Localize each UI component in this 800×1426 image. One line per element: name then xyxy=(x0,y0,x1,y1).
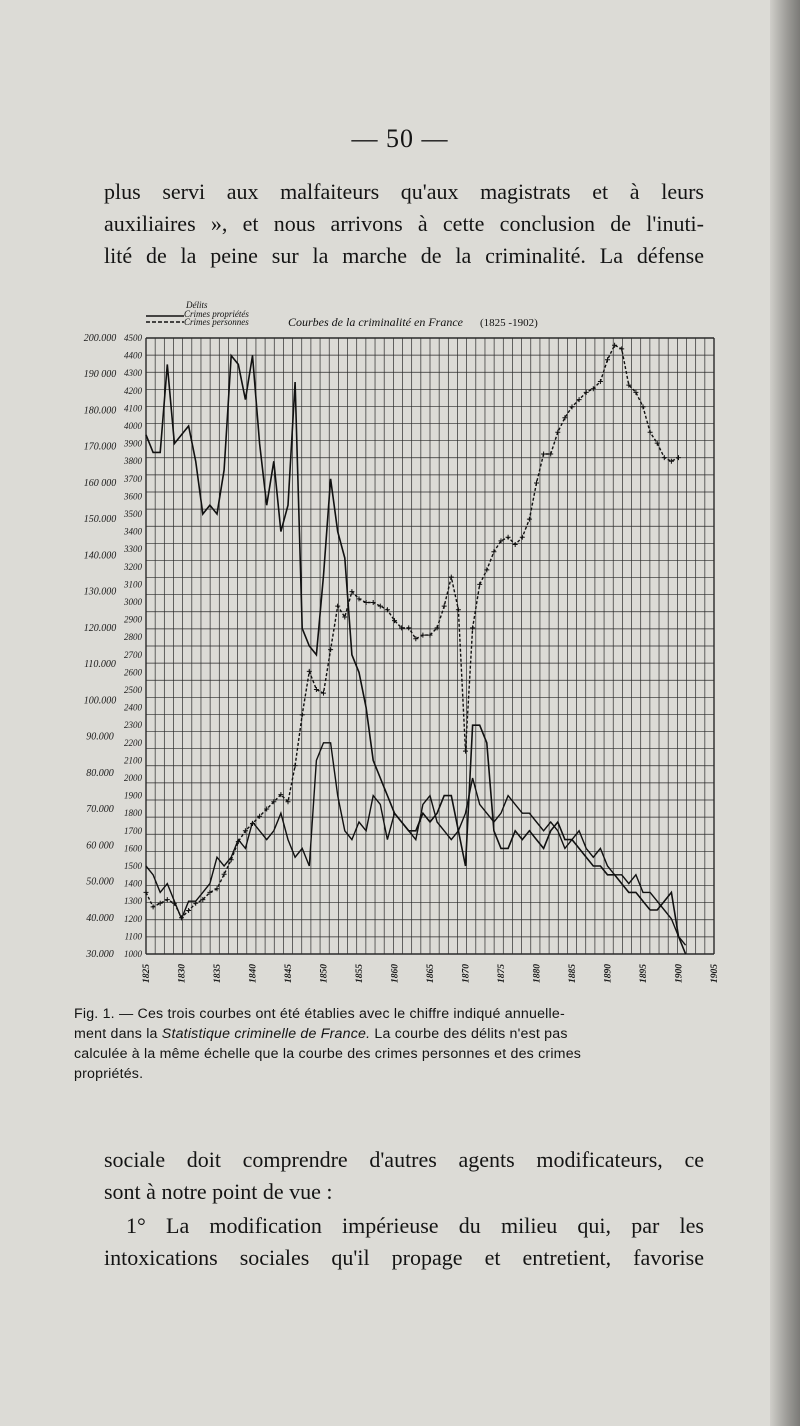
x-axis-tick-label: 1905 xyxy=(710,964,720,983)
series-line-crimes-personnes xyxy=(146,356,686,954)
right-scale-tick-label: 2200 xyxy=(124,737,142,748)
delits-point-marker xyxy=(243,828,248,833)
legend-label-crimes-personnes: Crimes personnes xyxy=(184,317,249,327)
left-axis-tick-label: 60 000 xyxy=(86,840,114,852)
right-scale-tick-label: 2300 xyxy=(124,720,142,731)
right-scale-tick-label: 3400 xyxy=(124,526,142,537)
caption-text: ment dans la xyxy=(74,1026,162,1042)
left-axis-tick-label: 50.000 xyxy=(86,876,114,888)
legend-label-crimes-proprietes: Crimes propriétés xyxy=(184,309,249,319)
x-axis-tick-label: 1845 xyxy=(284,964,294,983)
right-scale-tick-label: 1800 xyxy=(124,808,142,819)
delits-point-marker xyxy=(378,604,383,609)
x-axis-tick-label: 1880 xyxy=(532,964,543,983)
series-line-crimes-proprietes xyxy=(146,743,686,945)
caption-italic-title: Statistique criminelle de France. xyxy=(161,1026,371,1042)
right-scale-tick-label: 3200 xyxy=(124,561,142,572)
left-axis-tick-label: 120.000 xyxy=(83,622,117,634)
delits-point-marker xyxy=(605,357,610,362)
legend-label-delits: Délits xyxy=(186,300,208,310)
right-scale-tick-label: 1400 xyxy=(124,878,142,889)
text-line: auxiliaires », et nous arrivons à cette conclusion de l'inuti- xyxy=(104,211,704,236)
delits-point-marker xyxy=(165,897,170,902)
delits-point-marker xyxy=(612,343,617,348)
book-spine-shadow xyxy=(770,0,800,1426)
delits-point-marker xyxy=(222,872,227,877)
delits-point-marker xyxy=(584,390,589,395)
left-axis-tick-label: 190 000 xyxy=(83,369,117,381)
delits-point-marker xyxy=(364,600,369,605)
delits-point-marker xyxy=(534,480,539,485)
delits-point-marker xyxy=(619,346,624,351)
right-scale-tick-label: 1900 xyxy=(124,790,142,801)
text-line: sont à notre point de vue : xyxy=(104,1179,333,1204)
delits-point-marker xyxy=(513,542,518,547)
text-line: 1° La modification impérieuse du milieu qui, par les xyxy=(126,1213,704,1238)
right-scale-tick-label: 2000 xyxy=(124,773,142,783)
delits-point-marker xyxy=(506,535,511,540)
right-scale-tick-label: 3100 xyxy=(124,579,142,590)
right-scale-tick-label: 4400 xyxy=(124,350,142,361)
right-scale-tick-label: 2500 xyxy=(124,685,142,695)
caption-text: La courbe des délits n'est pas xyxy=(370,1026,568,1042)
delits-point-marker xyxy=(186,908,191,913)
text-line: lité de la peine sur la marche de la criminalité. La défense xyxy=(104,243,704,268)
delits-point-marker xyxy=(676,455,681,460)
delits-point-marker xyxy=(215,886,220,891)
delits-point-marker xyxy=(555,430,560,435)
left-axis-tick-label: 150.000 xyxy=(83,514,117,526)
delits-point-marker xyxy=(570,404,575,409)
figure-caption xyxy=(74,1004,736,1084)
x-axis-tick-label: 1825 xyxy=(142,964,152,983)
delits-point-marker xyxy=(158,901,163,906)
paragraph-top xyxy=(104,176,704,272)
left-axis-tick-label: 140.000 xyxy=(83,550,117,562)
right-scale-tick-label: 1000 xyxy=(124,949,142,959)
left-axis-tick-label: 30.000 xyxy=(86,949,114,960)
right-scale-tick-label: 3000 xyxy=(124,597,142,607)
left-axis-tick-label: 70.000 xyxy=(86,804,114,816)
left-axis-tick-label: 100.000 xyxy=(83,695,117,707)
left-axis-tick-label: 110.000 xyxy=(84,659,116,671)
x-axis-tick-label: 1870 xyxy=(461,964,472,983)
x-axis-tick-label: 1835 xyxy=(213,964,223,983)
left-axis-tick-label: 130.000 xyxy=(83,586,117,598)
x-axis-tick-label: 1840 xyxy=(248,964,259,983)
delits-point-marker xyxy=(577,397,582,402)
right-scale-tick-label: 4200 xyxy=(124,385,142,396)
x-axis-tick-label: 1850 xyxy=(319,964,330,983)
text-line: plus servi aux malfaiteurs qu'aux magistrats et à leurs xyxy=(104,179,704,204)
delits-point-marker xyxy=(314,687,319,692)
text-line: sociale doit comprendre d'autres agents modificateurs, ce xyxy=(104,1147,704,1172)
x-axis-tick-label: 1865 xyxy=(426,964,436,983)
left-axis-tick-label: 80.000 xyxy=(86,767,114,779)
right-scale-tick-label: 2400 xyxy=(124,702,142,713)
right-scale-tick-label: 1100 xyxy=(124,931,142,942)
caption-line: propriétés. xyxy=(74,1066,144,1082)
page-number: — 50 — xyxy=(351,124,449,153)
delits-point-marker xyxy=(406,625,411,630)
left-axis-tick-label: 170.000 xyxy=(83,441,117,453)
paragraph-item xyxy=(104,1210,704,1274)
right-scale-tick-label: 1500 xyxy=(124,861,142,871)
right-scale-tick-label: 1600 xyxy=(124,843,142,854)
delits-point-marker xyxy=(293,763,298,768)
right-scale-tick-label: 4500 xyxy=(124,333,142,343)
right-scale-tick-label: 3300 xyxy=(124,544,142,555)
chart-svg xyxy=(62,296,742,996)
chart-title-years: (1825 -1902) xyxy=(480,317,538,329)
right-scale-tick-label: 2700 xyxy=(124,649,142,660)
delits-point-marker xyxy=(470,625,475,630)
right-scale-tick-label: 4000 xyxy=(124,421,142,431)
x-axis-tick-label: 1885 xyxy=(568,964,578,983)
right-scale-tick-label: 1700 xyxy=(124,825,142,836)
caption-label: Fig. 1. xyxy=(74,1006,115,1022)
caption-line: calculée à la même échelle que la courbe des crimes personnes et des crimes xyxy=(74,1046,582,1062)
left-axis-tick-label: 40.000 xyxy=(86,912,114,924)
criminality-chart xyxy=(62,296,742,996)
delits-point-marker xyxy=(449,575,454,580)
right-scale-tick-label: 4100 xyxy=(124,403,142,414)
text-line: intoxications sociales qu'il propage et entretient, favorise xyxy=(104,1245,704,1270)
x-axis-tick-label: 1875 xyxy=(497,964,507,983)
right-scale-tick-label: 3600 xyxy=(124,491,142,502)
caption-line xyxy=(74,1004,736,1024)
x-axis-tick-label: 1830 xyxy=(177,964,188,983)
delits-point-marker xyxy=(641,404,646,409)
left-axis-tick-label: 90.000 xyxy=(86,731,114,743)
delits-point-marker xyxy=(477,582,482,587)
x-axis-tick-label: 1900 xyxy=(674,964,685,983)
left-axis-tick-label: 200.000 xyxy=(83,333,117,344)
delits-point-marker xyxy=(541,451,546,456)
right-scale-tick-label: 2100 xyxy=(124,755,142,766)
right-scale-tick-label: 1300 xyxy=(124,896,142,907)
right-scale-tick-label: 4300 xyxy=(124,368,142,379)
caption-line xyxy=(74,1024,736,1044)
right-scale-tick-label: 3700 xyxy=(124,473,142,484)
right-scale-tick-label: 2600 xyxy=(124,667,142,678)
delits-point-marker xyxy=(669,459,674,464)
right-scale-tick-label: 1200 xyxy=(124,913,142,924)
delits-point-marker xyxy=(144,890,149,895)
caption-text: — Ces trois courbes ont été établies avec le chiffre indiqué annuelle- xyxy=(118,1006,565,1022)
paragraph-bottom xyxy=(104,1144,704,1208)
left-axis-tick-label: 160 000 xyxy=(83,477,117,489)
right-scale-tick-label: 2800 xyxy=(124,632,142,643)
delits-point-marker xyxy=(520,535,525,540)
right-scale-tick-label: 3500 xyxy=(124,509,142,519)
right-scale-tick-label: 2900 xyxy=(124,614,142,625)
delits-point-marker xyxy=(662,455,667,460)
right-scale-tick-label: 3800 xyxy=(124,456,142,467)
x-axis-tick-label: 1855 xyxy=(355,964,365,983)
x-axis-tick-label: 1860 xyxy=(390,964,401,983)
delits-point-marker xyxy=(527,517,532,522)
delits-point-marker xyxy=(648,430,653,435)
delits-point-marker xyxy=(335,604,340,609)
delits-point-marker xyxy=(328,647,333,652)
x-axis-tick-label: 1890 xyxy=(603,964,614,983)
x-axis-tick-label: 1895 xyxy=(639,964,649,983)
delits-point-marker xyxy=(300,712,305,717)
left-axis-tick-label: 180.000 xyxy=(83,405,117,417)
delits-point-marker xyxy=(229,857,234,862)
delits-point-marker xyxy=(321,691,326,696)
delits-point-marker xyxy=(463,749,468,754)
delits-point-marker xyxy=(442,604,447,609)
chart-title: Courbes de la criminalité en France xyxy=(288,315,463,329)
right-scale-tick-label: 3900 xyxy=(124,438,142,449)
